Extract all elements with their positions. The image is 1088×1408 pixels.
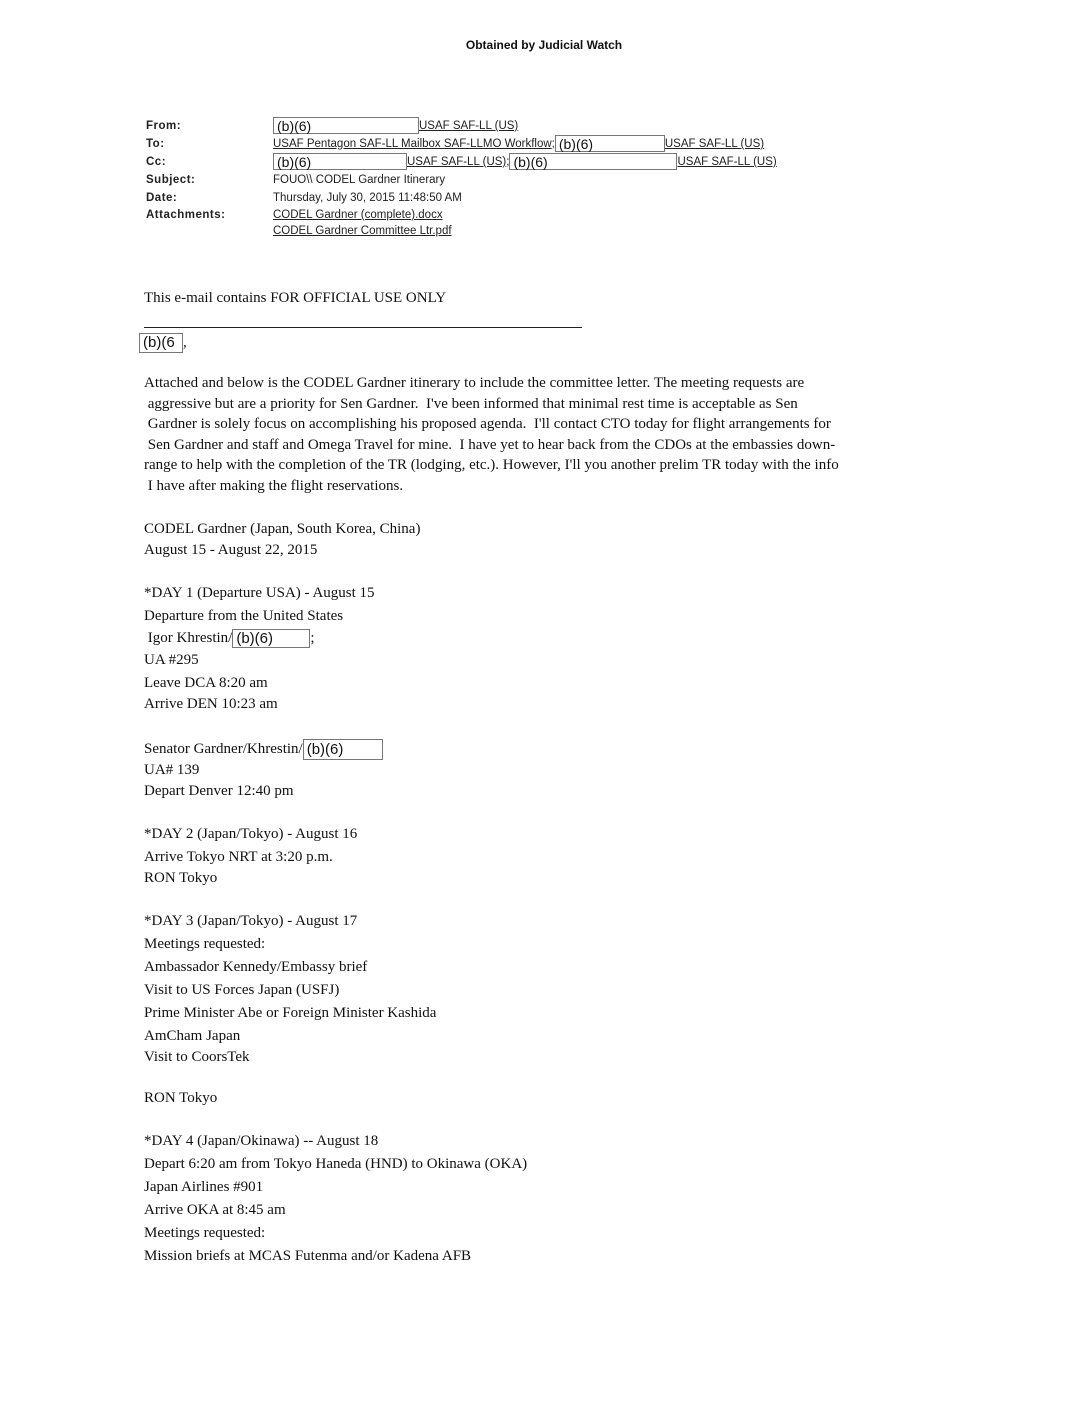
paragraph-line: Sen Gardner and staff and Omega Travel for mine. I have yet to hear back from the CDOs at the embassies down- bbox=[144, 437, 836, 453]
subject-value: FOUO\\ CODEL Gardner Itinerary bbox=[273, 174, 446, 186]
redaction-box: (b)(6) bbox=[273, 153, 407, 170]
codel-title: CODEL Gardner (Japan, South Korea, China) bbox=[144, 521, 421, 537]
day3-meetings-label: Meetings requested: bbox=[144, 936, 266, 952]
subject-label: Subject: bbox=[146, 174, 196, 186]
redaction-box: (b)(6) bbox=[303, 739, 383, 760]
watermark: Obtained by Judicial Watch bbox=[465, 38, 623, 52]
redaction-box: (b)(6) bbox=[273, 117, 419, 134]
paragraph-line: range to help with the completion of the TR (lodging, etc.). However, I'll you another prelim TR today with the info bbox=[144, 457, 839, 473]
to-mailbox-link[interactable]: USAF Pentagon SAF-LL Mailbox SAF-LLMO Workflow bbox=[273, 138, 552, 150]
day1-flight: UA #295 bbox=[144, 652, 199, 668]
paragraph-line: Gardner is solely focus on accomplishing his proposed agenda. I'll contact CTO today for flight arrangements for bbox=[144, 416, 831, 432]
day4-meetings-label: Meetings requested: bbox=[144, 1225, 266, 1241]
to-org-link[interactable]: USAF SAF-LL (US) bbox=[664, 138, 765, 150]
salutation bbox=[139, 333, 187, 353]
meeting-item: Mission briefs at MCAS Futenma and/or Kadena AFB bbox=[144, 1248, 472, 1264]
salutation-comma: , bbox=[183, 334, 187, 351]
day2-heading: *DAY 2 (Japan/Tokyo) - August 16 bbox=[144, 826, 358, 842]
meeting-item: Visit to CoorsTek bbox=[144, 1049, 250, 1065]
day4-depart: Depart 6:20 am from Tokyo Haneda (HND) to Okinawa (OKA) bbox=[144, 1156, 528, 1172]
travelers-names: Senator Gardner/Khrestin/ bbox=[144, 740, 303, 757]
day2-ron: RON Tokyo bbox=[144, 870, 218, 886]
day4-flight: Japan Airlines #901 bbox=[144, 1179, 264, 1195]
to-label: To: bbox=[146, 138, 165, 150]
attachments-label: Attachments: bbox=[146, 209, 226, 221]
paragraph-line: aggressive but are a priority for Sen Gardner. I've been informed that minimal rest time is acceptable as Sen bbox=[144, 396, 798, 412]
day1-arrive: Arrive DEN 10:23 am bbox=[144, 696, 278, 712]
day1-travelers2 bbox=[144, 739, 383, 760]
to-value bbox=[273, 135, 764, 153]
day3-heading: *DAY 3 (Japan/Tokyo) - August 17 bbox=[144, 913, 358, 929]
redaction-box: (b)(6) bbox=[509, 153, 677, 170]
day1-heading: *DAY 1 (Departure USA) - August 15 bbox=[144, 585, 375, 601]
from-org-link[interactable]: USAF SAF-LL (US) bbox=[419, 120, 519, 132]
day2-arrive: Arrive Tokyo NRT at 3:20 p.m. bbox=[144, 849, 333, 865]
redaction-box: (b)(6) bbox=[232, 629, 310, 648]
traveler-suffix: ; bbox=[310, 629, 315, 646]
attachment-link[interactable]: CODEL Gardner (complete).docx bbox=[273, 209, 443, 221]
fouo-notice: This e-mail contains FOR OFFICIAL USE ONLY bbox=[144, 290, 447, 306]
meeting-item: Prime Minister Abe or Foreign Minister Kashida bbox=[144, 1005, 437, 1021]
from-label: From: bbox=[146, 120, 182, 132]
meeting-item: AmCham Japan bbox=[144, 1028, 241, 1044]
meeting-item: Visit to US Forces Japan (USFJ) bbox=[144, 982, 340, 998]
attachment-link[interactable]: CODEL Gardner Committee Ltr.pdf bbox=[273, 225, 452, 237]
cc-org1-link[interactable]: USAF SAF-LL (US) bbox=[407, 156, 507, 168]
cc-org2-link[interactable]: USAF SAF-LL (US) bbox=[677, 156, 777, 168]
date-label: Date: bbox=[146, 192, 178, 204]
day1-leave: Leave DCA 8:20 am bbox=[144, 675, 268, 691]
redaction-box: (b)(6 bbox=[139, 333, 183, 353]
day1-depart2: Depart Denver 12:40 pm bbox=[144, 783, 294, 799]
divider-line bbox=[144, 327, 582, 328]
day1-traveler bbox=[144, 629, 315, 648]
paragraph-line: I have after making the flight reservations. bbox=[144, 478, 404, 494]
cc-value bbox=[273, 153, 777, 171]
codel-dates: August 15 - August 22, 2015 bbox=[144, 542, 318, 558]
day3-ron: RON Tokyo bbox=[144, 1090, 218, 1106]
cc-label: Cc: bbox=[146, 156, 167, 168]
date-value: Thursday, July 30, 2015 11:48:50 AM bbox=[273, 192, 462, 204]
traveler-name: Igor Khrestin/ bbox=[144, 629, 233, 646]
day1-flight2: UA# 139 bbox=[144, 762, 200, 778]
to-separator: ; bbox=[551, 138, 555, 150]
day1-line: Departure from the United States bbox=[144, 608, 344, 624]
day4-arrive: Arrive OKA at 8:45 am bbox=[144, 1202, 286, 1218]
cc-separator: ; bbox=[506, 156, 510, 168]
day4-heading: *DAY 4 (Japan/Okinawa) -- August 18 bbox=[144, 1133, 379, 1149]
meeting-item: Ambassador Kennedy/Embassy brief bbox=[144, 959, 368, 975]
from-value bbox=[273, 117, 518, 135]
redaction-box: (b)(6) bbox=[555, 135, 665, 152]
paragraph-line: Attached and below is the CODEL Gardner itinerary to include the committee letter. The meeting requests are bbox=[144, 375, 805, 391]
